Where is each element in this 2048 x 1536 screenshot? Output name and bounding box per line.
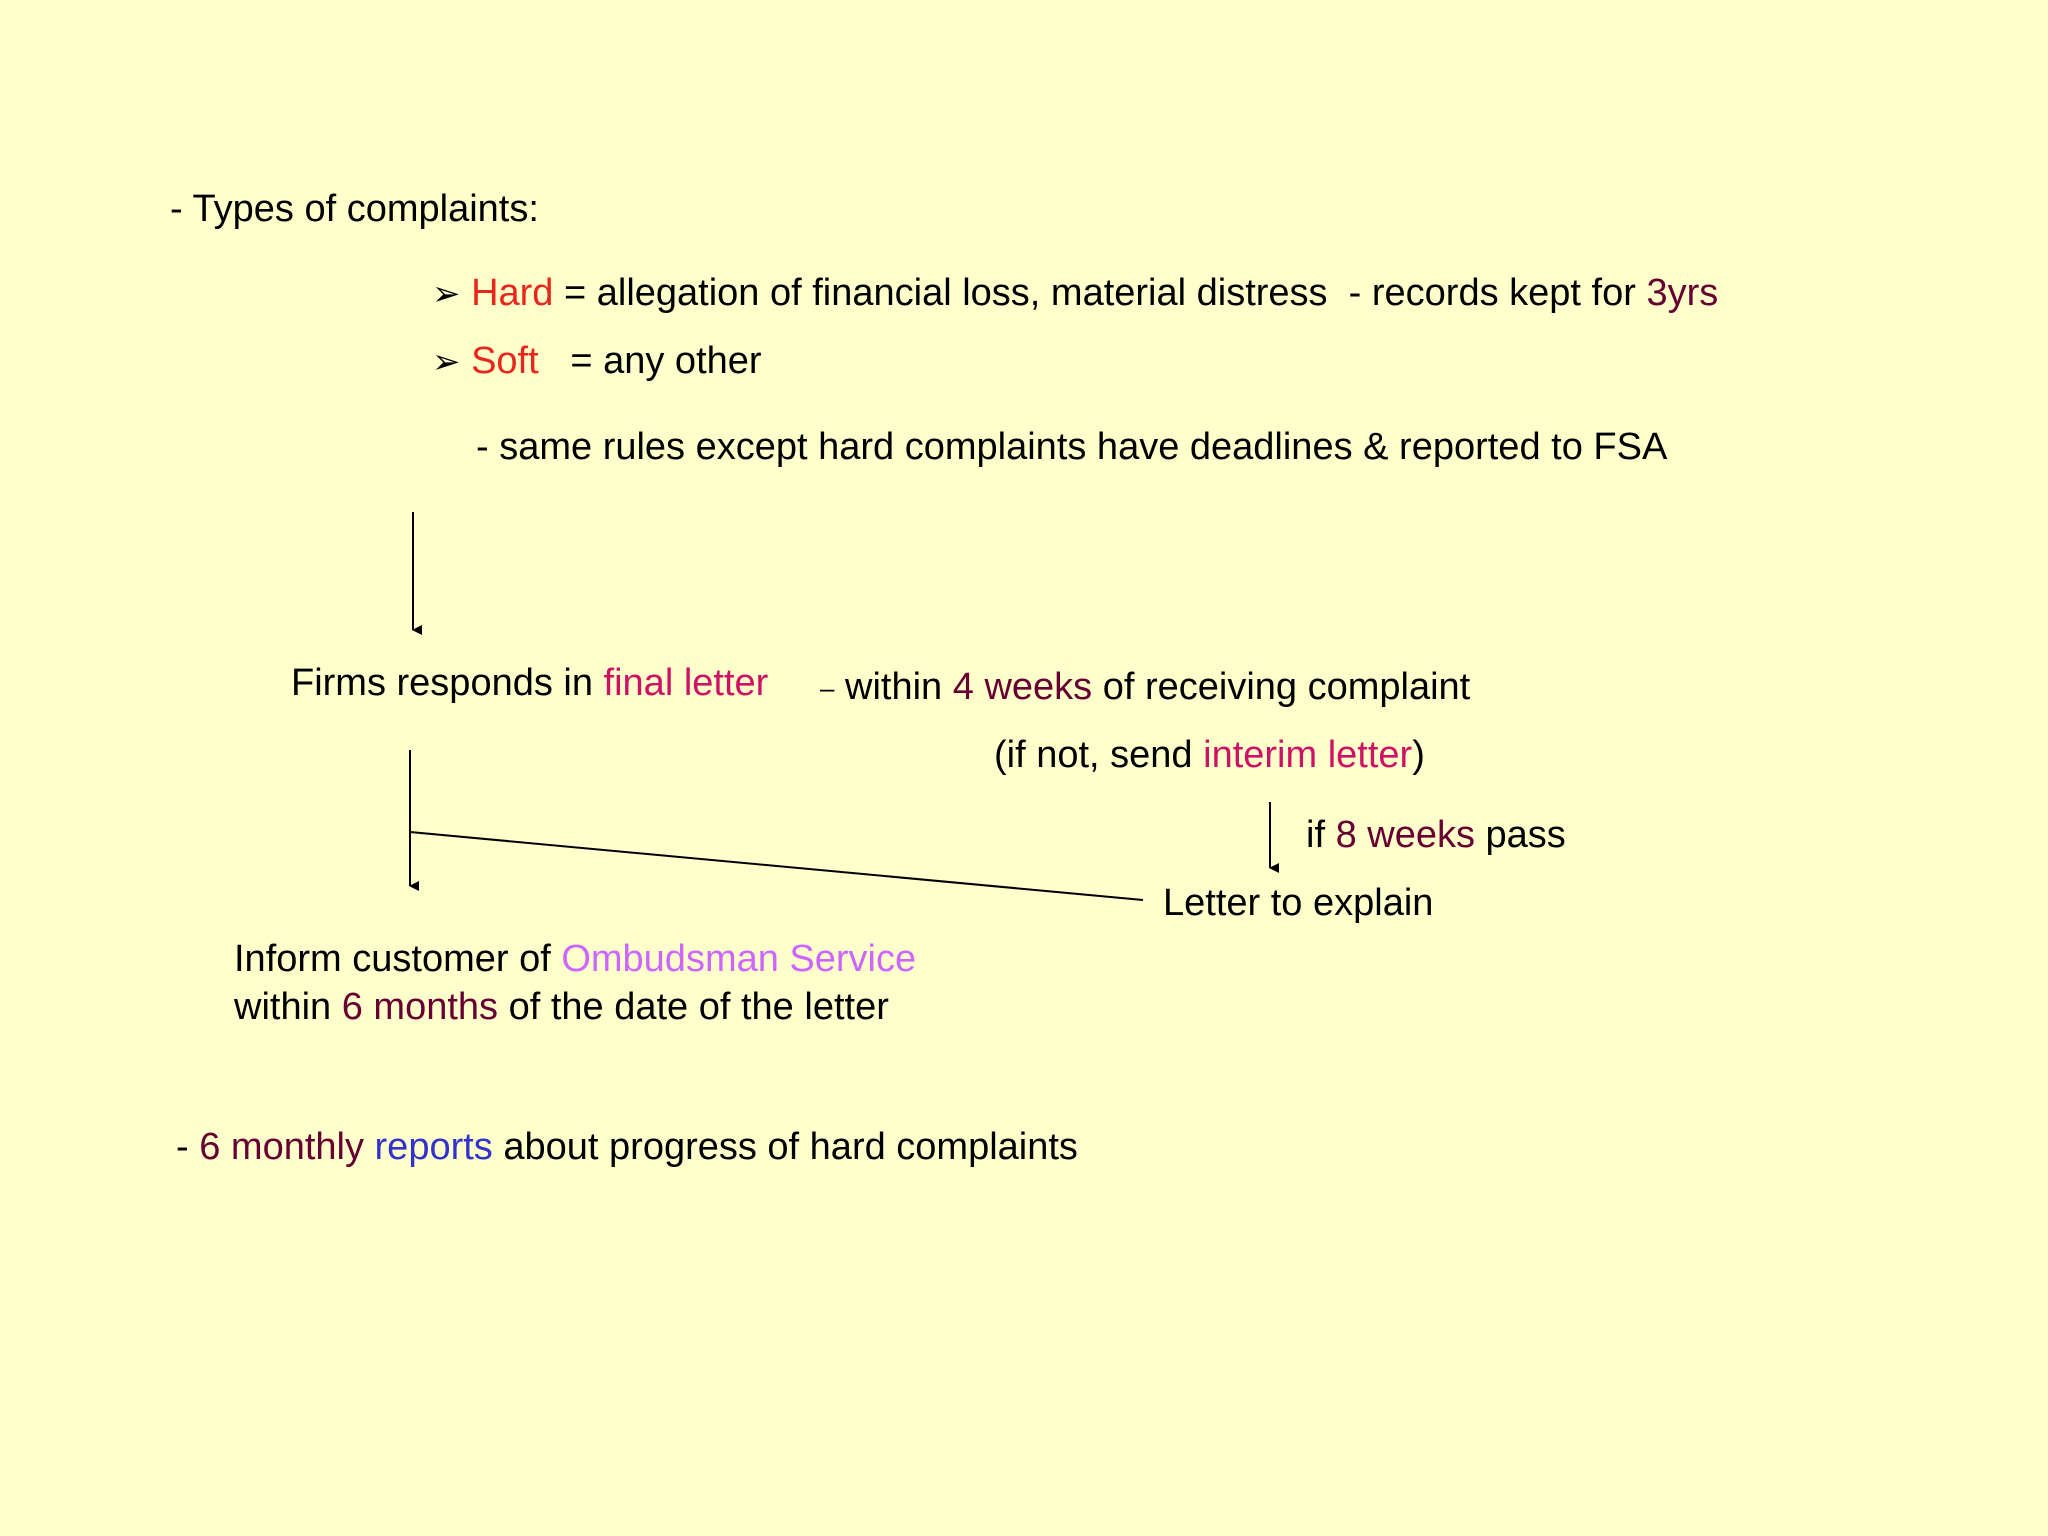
escalation-prefix: if xyxy=(1306,814,1325,856)
reports-suffix: about progress of hard complaints xyxy=(503,1126,1078,1168)
records-kept-label: - records kept for xyxy=(1348,272,1636,314)
type-hard-row xyxy=(432,274,1718,312)
ombudsman-suffix: of the date of the letter xyxy=(508,986,889,1028)
records-kept-value: 3yrs xyxy=(1646,272,1719,314)
deadline-suffix: of receiving complaint xyxy=(1102,666,1471,708)
response-prefix: Firms responds in xyxy=(291,662,593,704)
interim-close: ) xyxy=(1412,734,1425,776)
heading-dash: - xyxy=(170,188,183,230)
reports-note xyxy=(176,1128,1078,1166)
type-hard-name: Hard xyxy=(471,272,554,314)
line-letter-to-ombudsman xyxy=(410,832,1143,900)
rules-note: - same rules except hard complaints have deadlines & reported to FSA xyxy=(476,426,1668,468)
reports-frequency: 6 monthly xyxy=(199,1126,364,1168)
type-soft-row xyxy=(432,342,762,380)
escalation-period-label xyxy=(1306,816,1566,854)
letter-to-explain: Letter to explain xyxy=(1163,882,1434,924)
response-deadline xyxy=(820,668,1470,706)
arrow-bullet-icon: ➢ xyxy=(432,343,461,381)
interim-open: (if not, send xyxy=(994,734,1193,776)
type-soft-definition: = any other xyxy=(570,340,762,382)
ombudsman-service-term: Ombudsman Service xyxy=(561,938,917,980)
interim-letter-note xyxy=(994,736,1425,774)
ombudsman-line-2 xyxy=(234,988,889,1026)
ombudsman-within: within xyxy=(234,986,332,1028)
types-heading xyxy=(170,190,539,228)
escalation-suffix: pass xyxy=(1485,814,1566,856)
ombudsman-prefix: Inform customer of xyxy=(234,938,551,980)
reports-term: reports xyxy=(374,1126,493,1168)
final-letter-term: final letter xyxy=(603,662,769,704)
ombudsman-line-1 xyxy=(234,940,916,978)
ombudsman-period: 6 months xyxy=(341,986,499,1028)
heading-text: Types of complaints: xyxy=(192,188,539,230)
firm-response-text xyxy=(291,664,768,702)
deadline-within: within xyxy=(845,666,943,708)
reports-dash: - xyxy=(176,1126,189,1168)
arrow-bullet-icon: ➢ xyxy=(432,275,461,313)
escalation-period: 8 weeks xyxy=(1335,814,1475,856)
deadline-dash: – xyxy=(820,673,835,703)
deadline-period: 4 weeks xyxy=(952,666,1093,708)
type-hard-definition: = allegation of financial loss, material distress xyxy=(564,272,1328,314)
type-soft-name: Soft xyxy=(471,340,539,382)
interim-letter-term: interim letter xyxy=(1203,734,1413,776)
